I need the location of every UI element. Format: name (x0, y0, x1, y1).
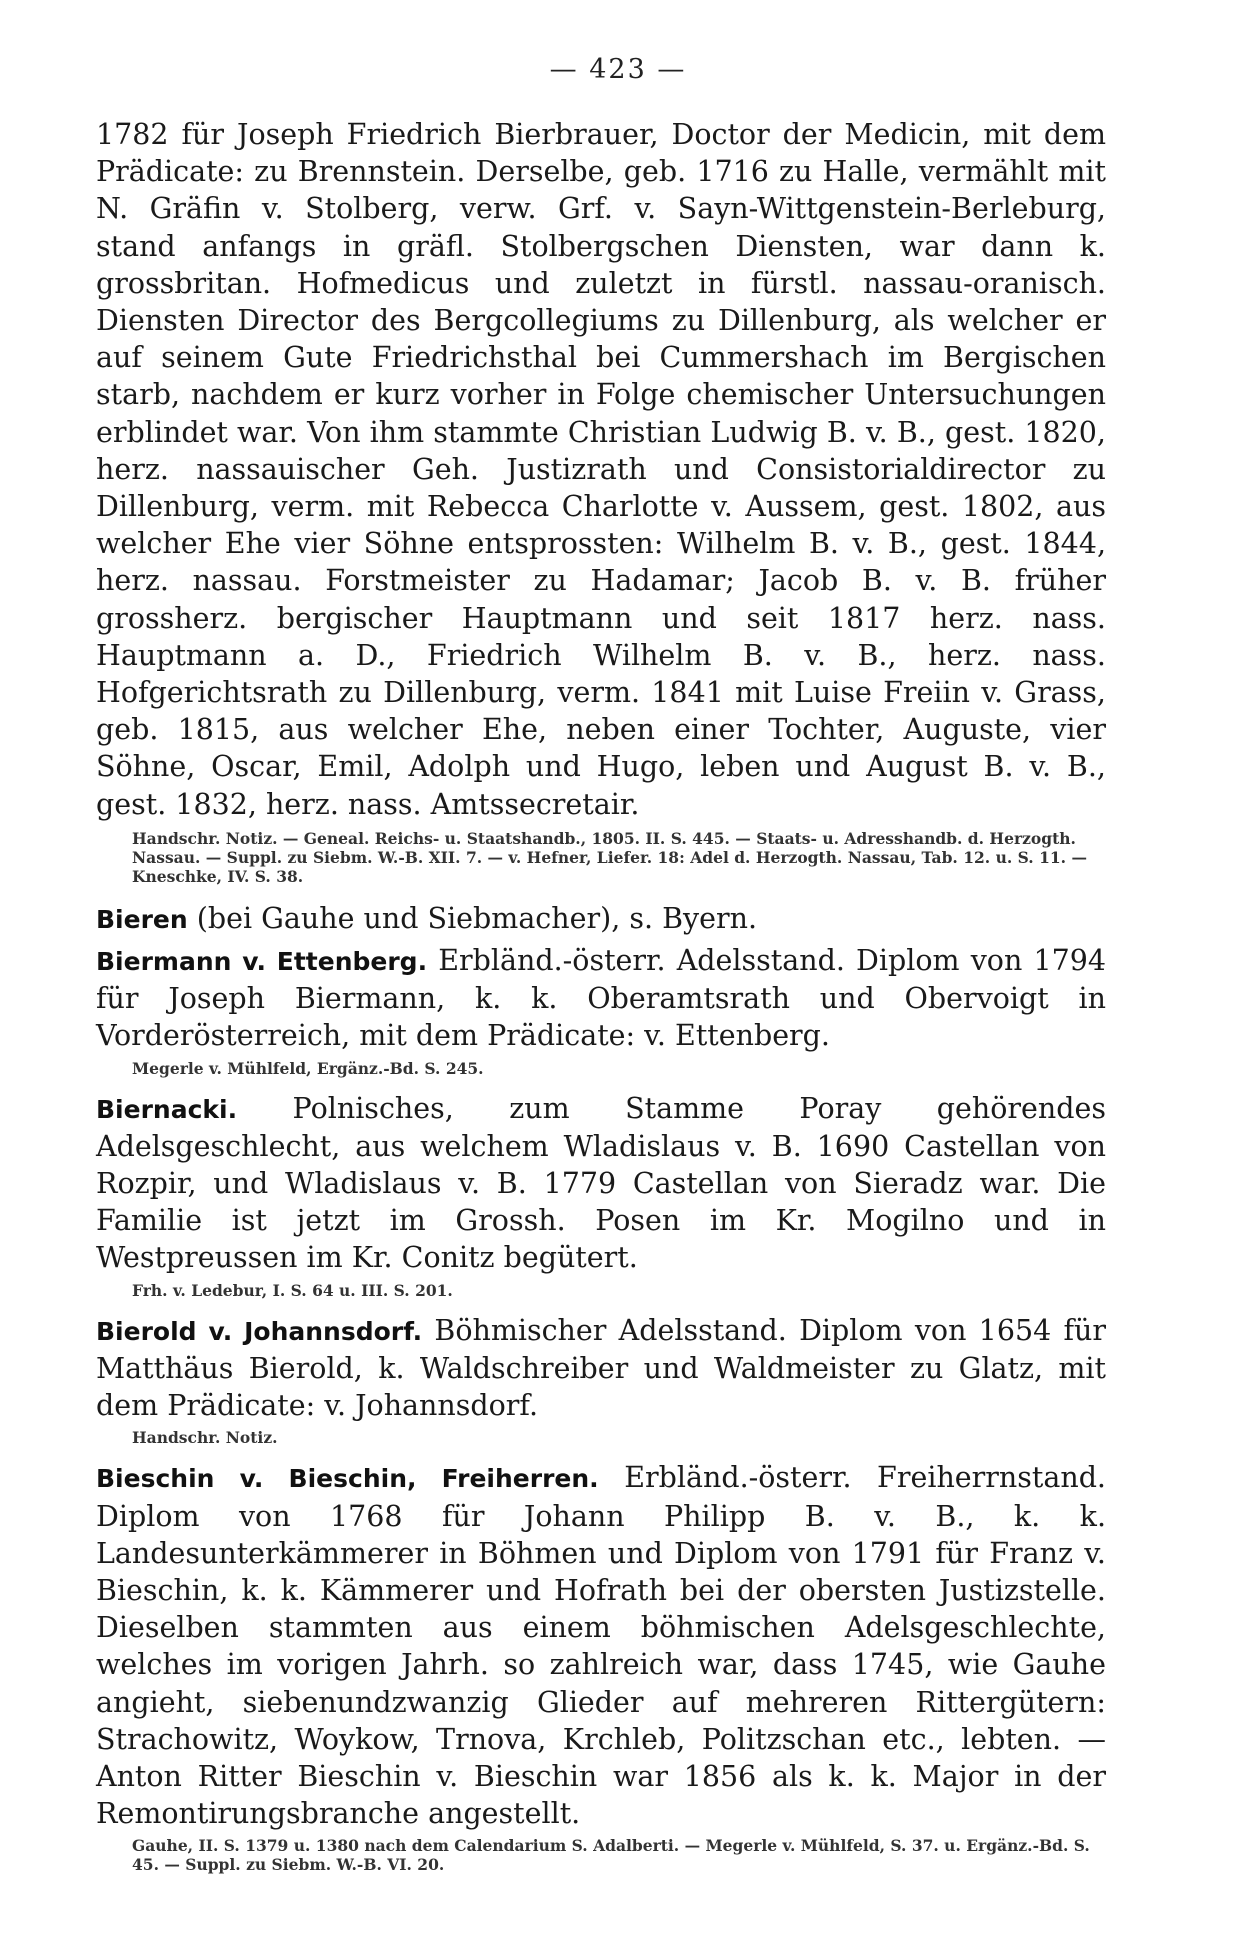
entry-body: Erbländ.-österr. Freiherrnstand. Diplom von 1768 für Johann Philipp B. v. B., k. k. Landesunterkämmerer in Böhmen und Diplom von 1791 für Franz v. Bieschin, k. k. Kämmerer und Hofrath bei der obersten Justizstelle. Dieselben stammten aus einem böhmischen Adelsgeschlechte, welches im vorigen Jahrh. so zahlreich war, dass 1745, wie Gauhe angieht, siebenundzwanzig Glieder auf mehreren Rittergütern: Strachowitz, Woykow, Trnova, Krchleb, Politzschan etc., lebten. — Anton Ritter Bieschin v. Bieschin war 1856 als k. k. Major in der Remontirungsbranche angestellt. (96, 1461, 1106, 1831)
entry-body: (bei Gauhe und Siebmacher), s. Byern. (196, 901, 758, 935)
entry-body: Polnisches, zum Stamme Poray gehörendes Adelsgeschlecht, aus welchem Wladislaus v. B. 1690 Castellan von Rozpir, und Wladislaus v. B. 1779 Castellan von Sieradz war. Die Familie ist jetzt im Grossh. Posen im Kr. Mogilno und in Westpreussen im Kr. Conitz begütert. (96, 1091, 1106, 1275)
entry-biernacki (96, 1090, 1106, 1300)
entry-text (96, 942, 1106, 1055)
entry-bieren (96, 900, 1106, 942)
entry-heading: Biermann v. Ettenberg. (96, 947, 428, 977)
entry-text (96, 900, 1106, 938)
entry-source: Megerle v. Mühlfeld, Ergänz.-Bd. S. 245. (132, 1058, 484, 1078)
entry-bieschin (96, 1459, 1106, 1874)
entry-heading: Bierold v. Johannsdorf. (96, 1316, 423, 1346)
entry-biermann (96, 942, 1106, 1078)
entry-body: Erbländ.-österr. Adelsstand. Diplom von 1794 für Joseph Biermann, k. k. Oberamtsrath und Obervoigt in Vorderösterreich, mit dem Prädicate: v. Ettenberg. (96, 944, 1106, 1053)
entry-heading: Bieschin v. Bieschin, Freiherren. (96, 1464, 599, 1494)
entry-text (96, 1312, 1106, 1425)
entry-source: Gauhe, II. S. 1379 u. 1380 nach dem Calendarium S. Adalberti. — Megerle v. Mühlfeld, S. 37. u. Ergänz.-Bd. S. 45. — Suppl. zu Siebm. W.-B. VI. 20. (132, 1836, 1090, 1875)
entry-text (96, 1459, 1106, 1832)
entry-source: Handschr. Notiz. (132, 1428, 278, 1448)
text-column (96, 116, 1106, 1886)
entry-text (96, 1090, 1106, 1277)
entry-heading: Bieren (96, 904, 188, 934)
entry-heading: Biernacki. (96, 1094, 238, 1124)
entry-text (96, 116, 1106, 823)
entry-source: Handschr. Notiz. — Geneal. Reichs- u. Staatshandb., 1805. II. S. 445. — Staats- u. Adresshandb. d. Herzogth. Nassau. — Suppl. zu Siebm. W.-B. XII. 7. — v. Hefner, Liefer. 18: Adel d. Herzogth. Nassau, Tab. 12. u. S. 11. — Kneschke, IV. S. 38. (132, 828, 1087, 886)
entry-bierold (96, 1312, 1106, 1448)
entry-source: Frh. v. Ledebur, I. S. 64 u. III. S. 201. (132, 1280, 453, 1300)
entry-body: 1782 für Joseph Friedrich Bierbrauer, Doctor der Medicin, mit dem Prädicate: zu Brennstein. Derselbe, geb. 1716 zu Halle, vermählt mit N. Gräfin v. Stolberg, verw. Grf. v. Sayn-Wittgenstein-Berleburg, stand anfangs in gräfl. Stolbergschen Diensten, war dann k. grossbritan. Hofmedicus und zuletzt in fürstl. nassau-oranisch. Diensten Director des Bergcollegiums zu Dillenburg, als welcher er auf seinem Gute Friedrichsthal bei Cummershach im Bergischen starb, nachdem er kurz vorher in Folge chemischer Untersuchungen erblindet war. Von ihm stammte Christian Ludwig B. v. B., gest. 1820, herz. nassauischer Geh. Justizrath und Consistorialdirector zu Dillenburg, verm. mit Rebecca Charlotte v. Aussem, gest. 1802, aus welcher Ehe vier Söhne entsprossten: Wilhelm B. v. B., gest. 1844, herz. nassau. Forstmeister zu Hadamar; Jacob B. v. B. früher grossherz. bergischer Hauptmann und seit 1817 herz. nass. Hauptmann a. D., Friedrich Wilhelm B. v. B., herz. nass. Hofgerichtsrath zu Dillenburg, verm. 1841 mit Luise Freiin v. Grass, geb. 1815, aus welcher Ehe, neben einer Tochter, Auguste, vier Söhne, Oscar, Emil, Adolph und Hugo, leben und August B. v. B., gest. 1832, herz. nass. Amtssecretair. (96, 118, 1106, 821)
entry-bierbrauer-continued (96, 116, 1106, 886)
page-number: — 423 — (549, 54, 687, 85)
entry-body: Böhmischer Adelsstand. Diplom von 1654 für Matthäus Bierold, k. Waldschreiber und Waldmeister zu Glatz, mit dem Prädicate: v. Johannsdorf. (96, 1313, 1106, 1423)
